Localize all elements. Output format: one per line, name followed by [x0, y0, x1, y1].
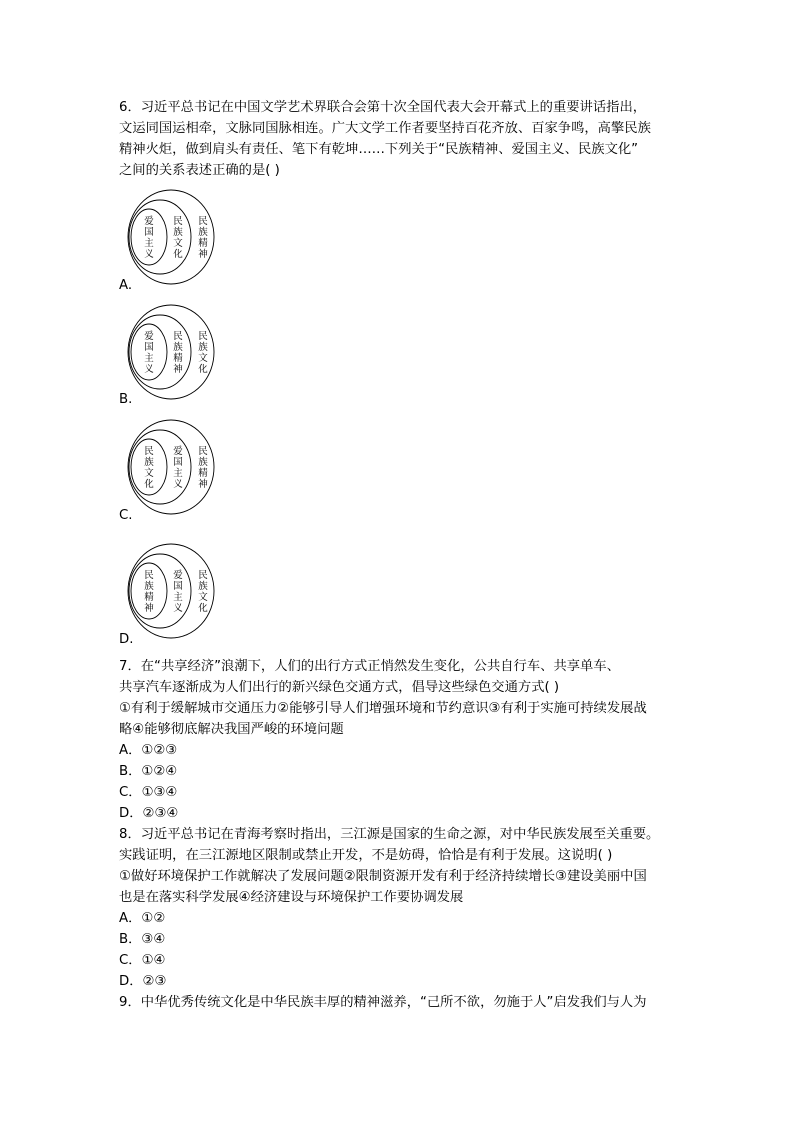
- q6-line-4: 之间的关系表述正确的是( ): [119, 163, 280, 178]
- option-c-label[interactable]: C.: [119, 508, 133, 523]
- q8-choice-b[interactable]: B．③④: [119, 932, 166, 947]
- outer-circle-label: 民族精神: [198, 446, 208, 490]
- venn-diagram-d: [128, 542, 220, 642]
- q8-line-3: ①做好环境保护工作就解决了发展问题②限制资源开发有利于经济持续增长③建设美丽中国: [119, 869, 647, 884]
- q7-line-1: 7．在“共享经济”浪潮下，人们的出行方式正悄然发生变化，公共自行车、共享单车、: [119, 659, 620, 674]
- venn-diagram-c: [128, 418, 220, 518]
- q7-choice-b[interactable]: B．①②④: [119, 764, 178, 779]
- inner-circle-label: 爱国主义: [144, 331, 154, 375]
- option-a-label[interactable]: A.: [119, 278, 133, 293]
- outer-circle-label: 民族精神: [198, 216, 208, 260]
- q8-choice-c[interactable]: C．①④: [119, 953, 166, 968]
- inner-circle-label: 民族精神: [144, 570, 154, 614]
- venn-diagram-b: [128, 303, 220, 403]
- q6-line-2: 文运同国运相牵，文脉同国脉相连。广大文学工作者要坚持百花齐放、百家争鸣，高擎民族: [119, 121, 651, 136]
- q8-line-1: 8．习近平总书记在青海考察时指出，三江源是国家的生命之源，对中华民族发展至关重要。: [119, 827, 660, 842]
- q8-line-2: 实践证明，在三江源地区限制或禁止开发，不是妨碍，恰恰是有利于发展。这说明( ): [119, 848, 613, 863]
- q8-choice-a[interactable]: A．①②: [119, 911, 166, 926]
- q8-line-4: 也是在落实科学发展④经济建设与环境保护工作要协调发展: [119, 890, 464, 905]
- inner-circle-label: 爱国主义: [144, 216, 154, 260]
- outer-circle-label: 民族文化: [198, 570, 208, 614]
- option-b-label[interactable]: B.: [119, 392, 133, 407]
- q7-line-2: 共享汽车逐渐成为人们出行的新兴绿色交通方式，倡导这些绿色交通方式( ): [119, 680, 560, 695]
- middle-circle-label: 民族文化: [173, 216, 183, 260]
- middle-circle-label: 爱国主义: [173, 570, 183, 614]
- q7-line-4: 略④能够彻底解决我国严峻的环境问题: [119, 722, 344, 737]
- q8-choice-d[interactable]: D．②③: [119, 974, 167, 989]
- middle-circle-label: 爱国主义: [173, 446, 183, 490]
- option-d-label[interactable]: D.: [119, 632, 134, 647]
- q7-line-3: ①有利于缓解城市交通压力②能够引导人们增强环境和节约意识③有利于实施可持续发展战: [119, 701, 647, 716]
- middle-circle-label: 民族精神: [173, 331, 183, 375]
- q7-choice-c[interactable]: C．①③④: [119, 785, 178, 800]
- outer-circle-label: 民族文化: [198, 331, 208, 375]
- q6-line-3: 精神火炬，做到肩头有责任、笔下有乾坤……下列关于“民族精神、爱国主义、民族文化”: [119, 142, 639, 157]
- q6-line-1: 6．习近平总书记在中国文学艺术界联合会第十次全国代表大会开幕式上的重要讲话指出，: [119, 100, 647, 115]
- q9-line-1: 9．中华优秀传统文化是中华民族丰厚的精神滋养，“己所不欲，勿施于人”启发我们与人为: [119, 995, 647, 1010]
- venn-diagram-a: [128, 188, 220, 288]
- inner-circle-label: 民族文化: [144, 446, 154, 490]
- q7-choice-d[interactable]: D．②③④: [119, 806, 179, 821]
- q7-choice-a[interactable]: A．①②③: [119, 743, 178, 758]
